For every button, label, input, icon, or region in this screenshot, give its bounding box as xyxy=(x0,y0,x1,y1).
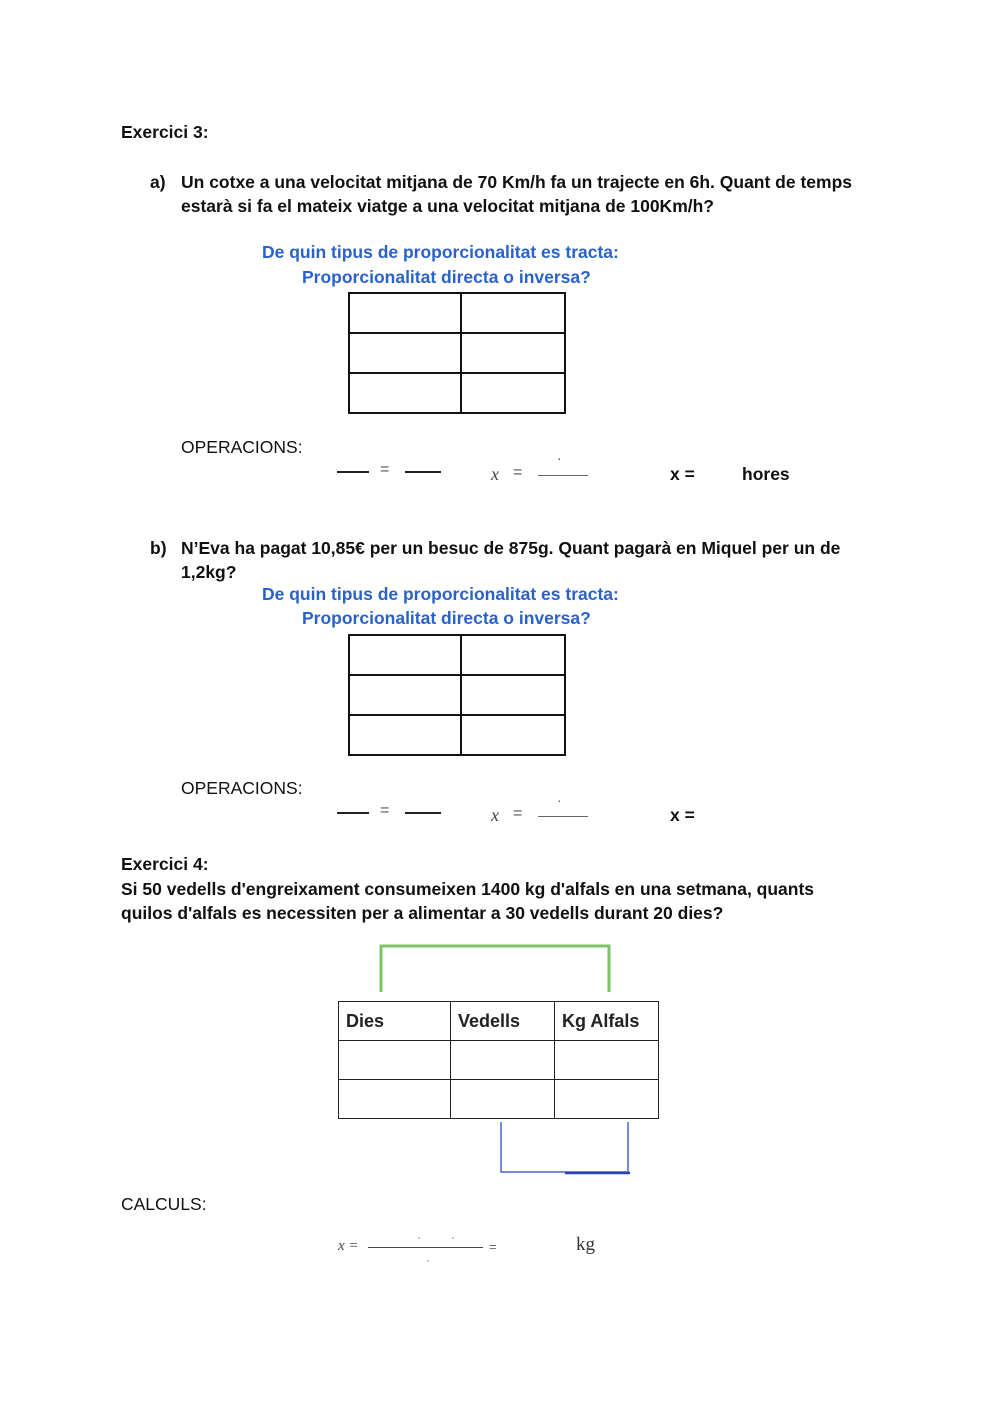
ex3a-solution-fraction-bar xyxy=(538,475,588,476)
table-cell[interactable] xyxy=(349,675,461,715)
ex3b-fraction-right-bar xyxy=(405,812,441,814)
ex3a-line2: estarà si fa el mateix viatge a una velocitat mitjana de 100Km/h? xyxy=(181,196,714,216)
ex3a-question-line1: De quin tipus de proporcionalitat es tracta: xyxy=(262,242,619,262)
table-cell[interactable] xyxy=(461,635,565,675)
ex3a-operations-label: OPERACIONS: xyxy=(181,437,303,457)
ex3b-marker: b) xyxy=(150,538,167,558)
ex4-calc-label: CALCULS: xyxy=(121,1194,207,1214)
table-cell[interactable] xyxy=(555,1080,659,1119)
ex3a-marker: a) xyxy=(150,172,166,192)
table-cell[interactable] xyxy=(349,333,461,373)
ex4-table-header-row xyxy=(339,1002,659,1041)
ex3b-question-line1: De quin tipus de proporcionalitat es tracta: xyxy=(262,584,619,604)
ex3a-unit: hores xyxy=(742,464,790,484)
ex4-formula-dot-2: · xyxy=(451,1230,455,1244)
ex3a-proportion-table xyxy=(348,292,566,414)
ex4-line2: quilos d'alfals es necessiten per a alimentar a 30 vedells durant 20 dies? xyxy=(121,903,724,923)
ex3b-line2: 1,2kg? xyxy=(181,562,237,582)
ex4-table xyxy=(338,1001,659,1119)
ex3b-question-line2: Proporcionalitat directa o inversa? xyxy=(302,608,591,628)
ex3a-fraction-left-bar xyxy=(337,471,369,473)
table-cell[interactable] xyxy=(339,1041,451,1080)
table-row xyxy=(339,1041,659,1080)
ex4-statement xyxy=(121,877,911,925)
table-row xyxy=(339,1080,659,1119)
ex3b-x-variable: x xyxy=(491,805,499,825)
ex4-formula-equal: = xyxy=(489,1239,497,1254)
table-cell[interactable] xyxy=(349,715,461,755)
table-cell[interactable] xyxy=(461,293,565,333)
ex4-formula-fraction-bar xyxy=(368,1247,483,1248)
ex3b-product-dot: · xyxy=(557,792,562,808)
ex3a-question-line2: Proporcionalitat directa o inversa? xyxy=(302,267,591,287)
ex3b-x-equal: = xyxy=(513,805,523,822)
table-cell[interactable] xyxy=(349,373,461,413)
ex3b-line1: N’Eva ha pagat 10,85€ per un besuc de 875g. Quant pagarà en Miquel per un de xyxy=(181,538,841,558)
ex4-title: Exercici 4: xyxy=(121,854,209,874)
ex3a-fraction-right-bar xyxy=(405,471,441,473)
ex4-top-bracket xyxy=(370,938,620,998)
ex4-header-dies: Dies xyxy=(339,1002,451,1041)
ex3a-x-equal: = xyxy=(513,464,523,481)
ex4-formula-dot-1: · xyxy=(417,1230,421,1244)
ex4-header-vedells: Vedells xyxy=(451,1002,555,1041)
ex3a-equal-sign: = xyxy=(380,461,390,478)
table-cell[interactable] xyxy=(461,373,565,413)
table-cell[interactable] xyxy=(339,1080,451,1119)
table-cell[interactable] xyxy=(461,333,565,373)
table-cell[interactable] xyxy=(349,635,461,675)
ex4-line1: Si 50 vedells d'engreixament consumeixen 1400 kg d'alfals en una setmana, quants xyxy=(121,879,815,899)
table-cell[interactable] xyxy=(451,1080,555,1119)
ex3b-proportion-table xyxy=(348,634,566,756)
ex3a-statement xyxy=(181,170,911,218)
ex3a-product-dot: · xyxy=(557,450,562,466)
table-cell[interactable] xyxy=(555,1041,659,1080)
ex3a-result-label: x = xyxy=(670,464,695,484)
ex3b-result-label: x = xyxy=(670,805,695,825)
ex4-formula-x: x = xyxy=(338,1238,359,1254)
table-cell[interactable] xyxy=(461,715,565,755)
ex3b-statement xyxy=(181,536,911,584)
table-cell[interactable] xyxy=(349,293,461,333)
ex3-title: Exercici 3: xyxy=(121,122,209,142)
ex3b-operations-label: OPERACIONS: xyxy=(181,778,303,798)
ex4-formula-dot-3: · xyxy=(426,1253,430,1267)
ex3b-equal-sign: = xyxy=(380,802,390,819)
ex3b-solution-fraction-bar xyxy=(538,816,588,817)
ex3b-fraction-left-bar xyxy=(337,812,369,814)
table-cell[interactable] xyxy=(461,675,565,715)
ex4-unit: kg xyxy=(576,1234,595,1255)
ex3a-x-variable: x xyxy=(491,464,499,484)
ex3a-line1: Un cotxe a una velocitat mitjana de 70 Km/h fa un trajecte en 6h. Quant de temps xyxy=(181,172,853,192)
table-cell[interactable] xyxy=(451,1041,555,1080)
ex4-header-kg-alfals: Kg Alfals xyxy=(555,1002,659,1041)
ex4-bottom-bracket xyxy=(495,1120,635,1180)
